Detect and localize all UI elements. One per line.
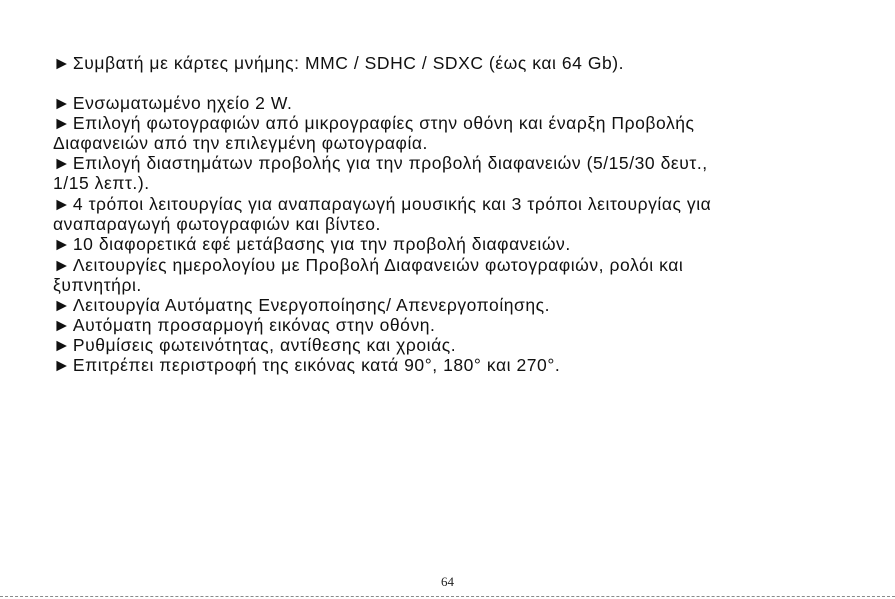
- feature-item: [53, 354, 560, 376]
- feature-text: Αυτόματη προσαρμογή εικόνας στην οθόνη.: [72, 315, 436, 335]
- bullet-arrow-icon: ►: [53, 234, 71, 254]
- feature-text: 10 διαφορετικά εφέ μετάβασης για την προβολή διαφανειών.: [72, 234, 571, 254]
- feature-text: Λειτουργίες ημερολογίου με Προβολή Διαφανειών φωτογραφιών, ρολόι και: [72, 255, 684, 275]
- bullet-arrow-icon: ►: [53, 194, 71, 214]
- feature-item: [53, 92, 292, 114]
- feature-item: [53, 152, 708, 174]
- bullet-arrow-icon: ►: [53, 315, 71, 335]
- feature-item: [53, 193, 711, 215]
- bullet-arrow-icon: ►: [53, 355, 71, 375]
- bullet-arrow-icon: ►: [53, 93, 71, 113]
- feature-text: Επιτρέπει περιστροφή της εικόνας κατά 90°, 180° και 270°.: [72, 355, 561, 375]
- feature-text: Ρυθμίσεις φωτεινότητας, αντίθεσης και χροιάς.: [72, 335, 457, 355]
- feature-text: 4 τρόποι λειτουργίας για αναπαραγωγή μουσικής και 3 τρόποι λειτουργίας για: [72, 194, 712, 214]
- feature-item: [53, 254, 683, 276]
- bullet-arrow-icon: ►: [53, 295, 71, 315]
- bullet-arrow-icon: ►: [53, 255, 71, 275]
- feature-text: Ενσωματωμένο ηχείο 2 W.: [72, 93, 293, 113]
- feature-continuation: Διαφανειών από την επιλεγμένη φωτογραφία.: [53, 133, 428, 153]
- feature-item: [53, 294, 550, 316]
- feature-item: [53, 233, 571, 255]
- feature-item: [53, 314, 435, 336]
- feature-item: [53, 52, 624, 74]
- bottom-divider: [0, 596, 895, 597]
- feature-continuation: 1/15 λεπτ.).: [53, 173, 150, 193]
- feature-text: Επιλογή διαστημάτων προβολής για την προβολή διαφανειών (5/15/30 δευτ.,: [72, 153, 708, 173]
- feature-continuation: ξυπνητήρι.: [53, 275, 142, 295]
- feature-continuation: αναπαραγωγή φωτογραφιών και βίντεο.: [53, 214, 381, 234]
- page-number: 64: [441, 574, 454, 589]
- feature-item: [53, 334, 456, 356]
- feature-text: Λειτουργία Αυτόματης Ενεργοποίησης/ Απενεργοποίησης.: [72, 295, 551, 315]
- feature-text: Συμβατή με κάρτες μνήμης: MMC / SDHC / SDXC (έως και 64 Gb).: [72, 53, 625, 73]
- feature-text: Επιλογή φωτογραφιών από μικρογραφίες στην οθόνη και έναρξη Προβολής: [72, 113, 695, 133]
- bullet-arrow-icon: ►: [53, 335, 71, 355]
- feature-item: [53, 112, 695, 134]
- bullet-arrow-icon: ►: [53, 113, 71, 133]
- bullet-arrow-icon: ►: [53, 153, 71, 173]
- bullet-arrow-icon: ►: [53, 53, 71, 73]
